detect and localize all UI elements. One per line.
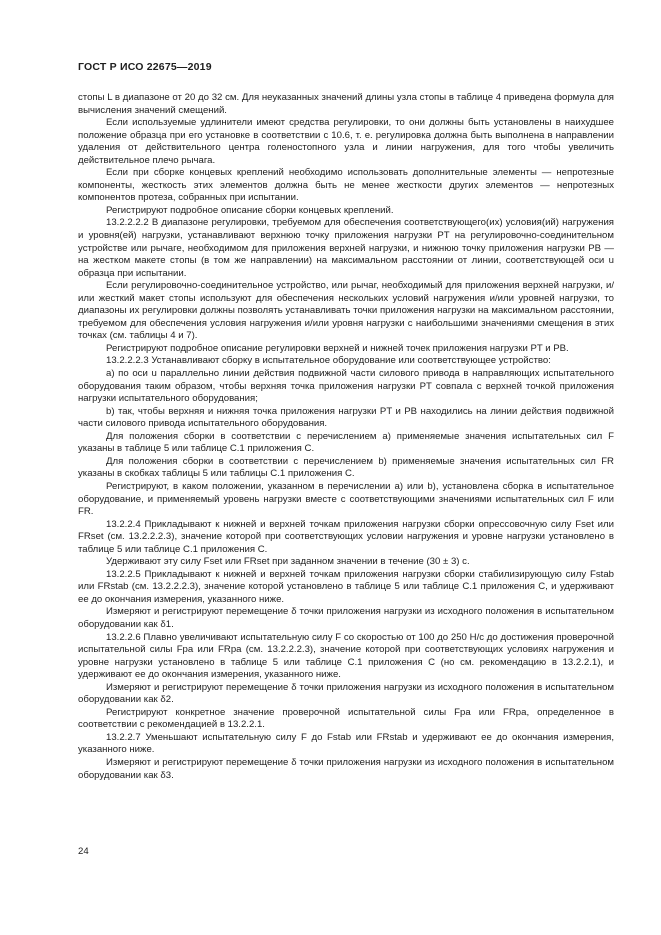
paragraph: Регистрируют подробное описание сборки концевых креплений. <box>106 204 394 216</box>
paragraph: а) по оси u параллельно линии действия подвижной части силового привода в направляющих испытательного оборудования таким образом, чтобы верхняя точка приложения нагрузки PT совпала с верхней точкой приложения нагрузки испытательного оборудования; <box>78 368 614 405</box>
document-body <box>78 92 614 782</box>
paragraph: Если регулировочно-соединительное устройство, или рычаг, необходимый для приложения верхней нагрузки, и/или жесткий макет стопы используют для обеспечения нескольких условий нагружения и/или уровней нагрузки, то диапазоны их регулировки должны позволять устанавливать точки приложения нагрузки на максимальном расстоянии, требуемом для обеспечения условия нагружения и/или уровня нагрузки с наибольшими значениями смещения в этих точках (см. таблицы 4 и 7). <box>78 280 614 342</box>
paragraph: 13.2.2.5 Прикладывают к нижней и верхней точкам приложения нагрузки сборки стабилизирующую силу Fstab или FRstab (см. 13.2.2.2.3), значение которой установлено в таблице 5 или таблице C.1 приложения C, и удерживают ее до окончания измерения, указанного ниже. <box>78 568 614 605</box>
paragraph: 13.2.2.4 Прикладывают к нижней и верхней точкам приложения нагрузки сборки опрессовочную силу Fset или FRset (см. 13.2.2.2.3), значение которой при соответствующих условии нагружения и уровне нагрузки установлено в таблице 5 или таблице C.1 приложения C. <box>78 518 614 555</box>
paragraph: Для положения сборки в соответствии с перечислением а) применяемые значения испытательных сил F указаны в таблице 5 или таблице C.1 приложения C. <box>78 430 614 455</box>
paragraph: Для положения сборки в соответствии с перечислением b) применяемые значения испытательных сил FR указаны в скобках таблицы 5 или таблицы C.1 приложения C. <box>78 455 614 480</box>
paragraph: 13.2.2.2.2 В диапазоне регулировки, требуемом для обеспечения соответствующего(их) условия(ий) нагружения и уровня(ей) нагрузки, устанавливают верхнюю точку приложения нагрузки PT на регулировочно-соединительном устройстве или рычаге, необходимом для приложения верхней нагрузки, и нижнюю точку приложения нагрузки PB — на жестком макете стопы (в том же направлении) на максимальном расстоянии от линии, соответствующей оси u образца при испытании. <box>78 217 614 279</box>
paragraph: Регистрируют подробное описание регулировки верхней и нижней точек приложения нагрузки PT и PB. <box>106 342 569 354</box>
paragraph: 13.2.2.7 Уменьшают испытательную силу F до Fstab или FRstab и удерживают ее до окончания измерения, указанного ниже. <box>78 731 614 756</box>
paragraph: Измеряют и регистрируют перемещение δ точки приложения нагрузки из исходного положения в испытательном оборудовании как δ3. <box>78 756 614 781</box>
document-header: ГОСТ Р ИСО 22675—2019 <box>78 61 212 73</box>
paragraph: Измеряют и регистрируют перемещение δ точки приложения нагрузки из исходного положения в испытательном оборудовании как δ1. <box>78 606 614 630</box>
paragraph: b) так, чтобы верхняя и нижняя точка приложения нагрузки PT и PB находились на линии действия подвижной части силового привода испытательного оборудования. <box>78 405 614 430</box>
paragraph: Измеряют и регистрируют перемещение δ точки приложения нагрузки из исходного положения в испытательном оборудовании как δ2. <box>78 681 614 706</box>
paragraph: стопы L в диапазоне от 20 до 32 см. Для неуказанных значений длины узла стопы в таблице 4 приведена формула для вычисления значений смещений. <box>78 92 614 116</box>
paragraph: Удерживают эту силу Fset или FRset при заданном значении в течение (30 ± 3) с. <box>106 556 470 568</box>
paragraph: 13.2.2.2.3 Устанавливают сборку в испытательное оборудование или соответствующее устройство: <box>106 355 551 367</box>
paragraph: 13.2.2.6 Плавно увеличивают испытательную силу F со скоростью от 100 до 250 Н/с до достижения проверочной испытательной силы Fpa или FRpa (см. 13.2.2.2.3), значение которой при соответствующих условиях нагружения и уровне нагрузки установлено в таблице 5 или таблице C.1 приложения C (но см. рекомендацию в 13.2.2.1), и удерживают ее до окончания измерения, указанного ниже. <box>78 631 614 681</box>
paragraph: Регистрируют, в каком положении, указанном в перечислении а) или b), установлена сборка в испытательное оборудование, и применяемый уровень нагрузки вместе с соответствующими значениями испытательных сил F или FR. <box>78 480 614 518</box>
page-number: 24 <box>78 846 89 857</box>
paragraph: Регистрируют конкретное значение проверочной испытательной силы Fpa или FRpa, определенное в соответствии с рекомендацией в 13.2.2.1. <box>78 706 614 731</box>
paragraph: Если при сборке концевых креплений необходимо использовать дополнительные элементы — непротезные компоненты, жесткость этих элементов должна быть не менее жесткости других элементов — непротезных компонентов протеза, собранных при испытании. <box>78 167 614 204</box>
paragraph: Если используемые удлинители имеют средства регулировки, то они должны быть установлены в наихудшее положение образца при его установке в соответствии с 10.6, т. е. регулировка должна быть выполнена в направлении удаления от действительного центра голеностопного узла и линии нагружения, для того чтобы увеличить действительное плечо рычага. <box>78 117 614 166</box>
